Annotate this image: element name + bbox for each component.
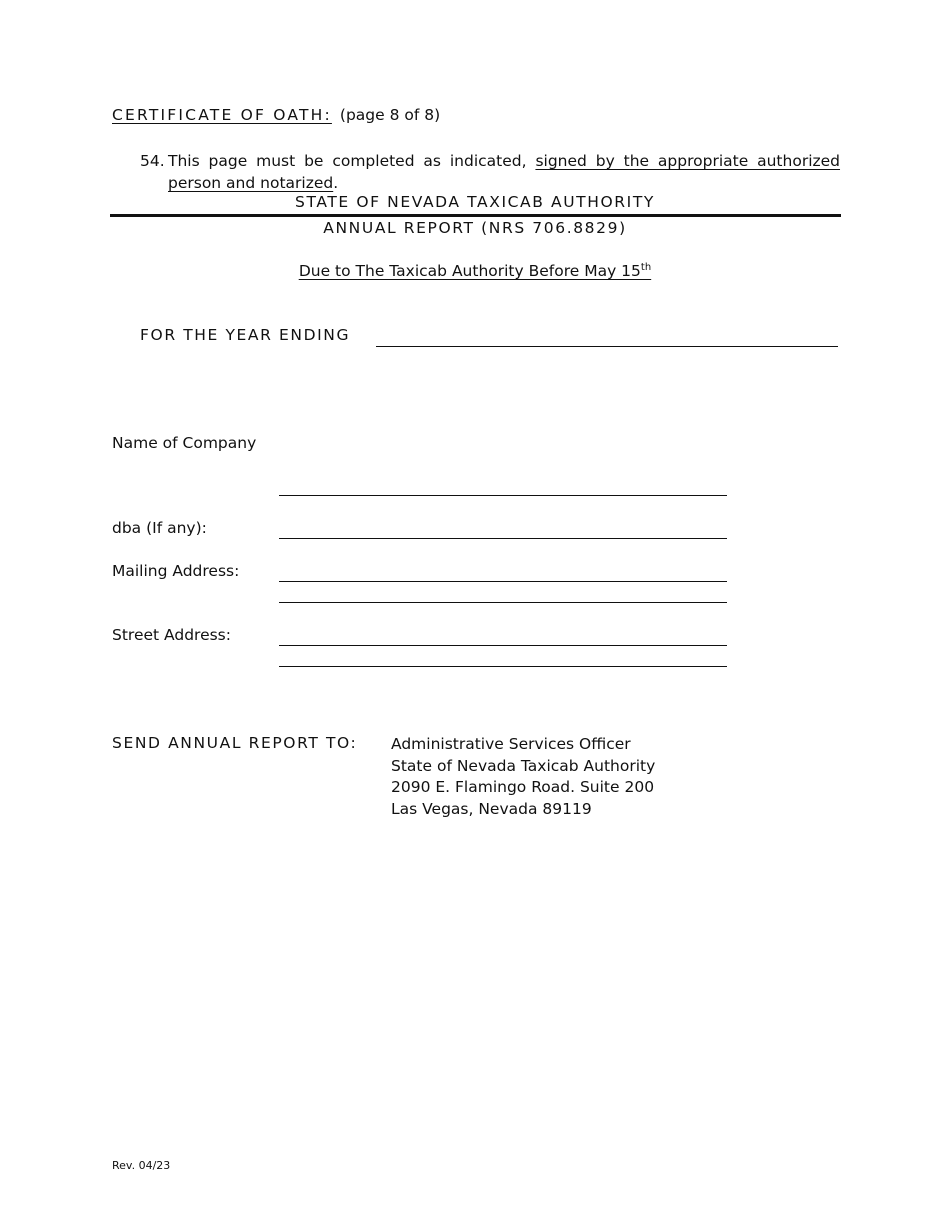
send-report-label: SEND ANNUAL REPORT TO: xyxy=(112,734,358,752)
recipient-title: Administrative Services Officer xyxy=(391,735,631,753)
company-name-field[interactable] xyxy=(279,495,727,496)
state-authority-title: STATE OF NEVADA TAXICAB AUTHORITY xyxy=(295,193,655,211)
recipient-agency: State of Nevada Taxicab Authority xyxy=(391,756,656,775)
street-address-field-line-2[interactable] xyxy=(279,666,727,667)
due-date-text: Due to The Taxicab Authority Before May 15th xyxy=(298,262,652,281)
item-number: 54. xyxy=(140,152,165,170)
recipient-street: 2090 E. Flamingo Road. Suite 200 xyxy=(391,778,655,796)
street-address-field-line-1[interactable] xyxy=(279,645,727,646)
header-divider xyxy=(110,214,841,217)
certificate-title: CERTIFICATE OF OATH: xyxy=(112,106,332,124)
year-ending-field[interactable] xyxy=(376,346,838,347)
annual-report-title: ANNUAL REPORT (NRS 706.8829) xyxy=(323,219,627,237)
revision-date: Rev. 04/23 xyxy=(112,1159,171,1172)
page-indicator: (page 8 of 8) xyxy=(339,106,441,124)
mailing-address-field-line-2[interactable] xyxy=(279,602,727,603)
due-date-notice xyxy=(110,262,840,280)
dba-label: dba (If any): xyxy=(112,519,207,537)
certificate-heading xyxy=(112,106,440,124)
mailing-destination xyxy=(391,734,655,820)
mailing-address-field-line-1[interactable] xyxy=(279,581,727,582)
year-ending-label: FOR THE YEAR ENDING xyxy=(140,326,351,344)
item-text: This page must be completed as indicated, signed by the appropriate authorized person and notarized. xyxy=(168,152,841,192)
signature-requirement: signed by the appropriate authorized person and notarized xyxy=(168,152,841,192)
instruction-item-54 xyxy=(140,150,840,194)
dba-field[interactable] xyxy=(279,538,727,539)
company-name-label: Name of Company xyxy=(112,434,257,452)
recipient-city: Las Vegas, Nevada 89119 xyxy=(391,799,592,818)
street-address-label: Street Address: xyxy=(112,626,231,644)
mailing-address-label: Mailing Address: xyxy=(112,562,240,580)
